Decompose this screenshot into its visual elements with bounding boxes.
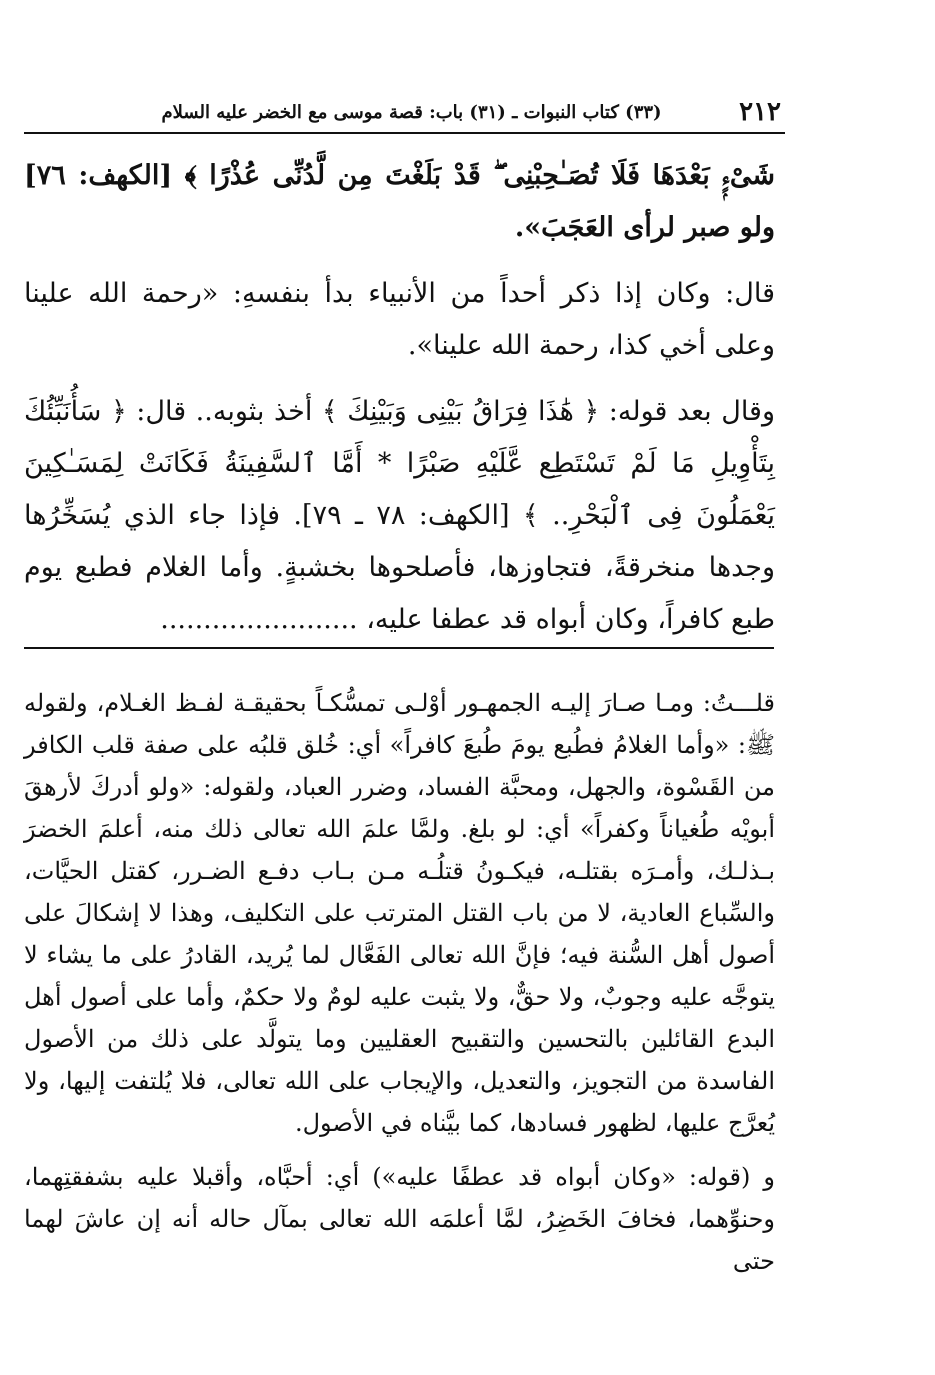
- paragraph-1: شَىْءٍۭ بَعْدَهَا فَلَا تُصَـٰحِبْنِى ۖ قَدْ بَلَغْتَ مِن لَّدُنِّى عُذْرًا ﴾ [الكهف: ٧٦] ولو صبر لرأى العَجَبَ».: [24, 160, 775, 243]
- footnote-separator: [24, 647, 774, 649]
- paragraph-2: قال: وكان إذا ذكر أحداً من الأنبياء بدأ بنفسهِ: «رحمة الله علينا وعلى أخي كذا، رحمة الله علينا».: [24, 278, 775, 361]
- commentary-paragraph-2: و (قوله: «وكان أبواه قد عطفًا عليه») أي: أحبَّاه، وأقبلا عليه بشفقتِهما، وحنوِّهما، فخافَ الخَضِرُ، لمَّا أعلمَه الله تعالى بمآل حاله أنه إن عاشَ لهما حتى: [24, 1163, 776, 1275]
- page-header: [24, 92, 785, 134]
- commentary-text: [24, 682, 775, 1294]
- paragraph-3: وقال بعد قوله: ﴿ هَٰذَا فِرَاقُ بَيْنِى وَبَيْنِكَ ﴾ أخذ بثوبه.. قال: ﴿ سَأُنَبِّئُكَ بِتَأْوِيلِ مَا لَمْ تَسْتَطِع عَّلَيْهِ صَبْرًا * أَمَّا ٱلسَّفِينَةُ فَكَانَتْ لِمَسَـٰكِينَ يَعْمَلُونَ فِى ٱلْبَحْرِ.. ﴾ [الكهف: ٧٨ ـ ٧٩]. فإذا جاء الذي يُسَخِّرُها وجدها منخرقةً، فتجاوزها، فأصلحوها بخشبةٍ. وأما الغلام فطبع يوم طبع كافراً، وكان أبواه قد عطفا عليه، .......................: [24, 396, 775, 635]
- running-title: (٣٣) كتاب النبوات ـ (٣١) باب: قصة موسى مع الخضر عليه السلام: [161, 101, 662, 123]
- main-text: [24, 150, 775, 660]
- page-number: ٢١٢: [739, 97, 781, 127]
- commentary-paragraph-1: قلـــتُ: ومـا صـارَ إليـه الجمهـور أوْلـى تمسُّكـاً بحقيقـة لفـظ الغـلام، ولقوله ﷺ: «وأما الغلامُ فطُبع يومَ طُبعَ كافراً» أي: خُلق قلبُه على صفة قلب الكافر من القَسْوة، والجهل، ومحبَّة الفساد، وضرر العباد، ولقوله: «ولو أدركَ لأرهقَ أبويْه طُغياناً وكفراً» أي: لو بلغ. ولمَّا علمَ الله تعالى ذلك منه، أعلمَ الخضرَ بـذلـك، وأمـرَه بقتلـه، فيكـونُ قتلُـه مـن بـاب دفـع الضـرر، كقتل الحيَّات، والسِّباع العادية، لا من باب القتل المترتب على التكليف، وهذا لا إشكالَ على أصول أهل السُّنة فيه؛ فإنَّ الله تعالى الفَعَّال لما يُريد، القادرُ على ما يشاء لا يتوجَّه عليه وجوبٌ، ولا حقٌّ، ولا يثبت عليه لومٌ ولا حكمٌ، وأما على أصول أهل البدع القائلين بالتحسين والتقبيح العقليين وما يتولَّد على ذلك من الأصول الفاسدة من التجويز، والتعديل، والإيجاب على الله تعالى، فلا يُلتفت إليها، ولا يُعرَّج عليها، لظهور فسادها، كما بيَّناه في الأصول.: [24, 689, 776, 1137]
